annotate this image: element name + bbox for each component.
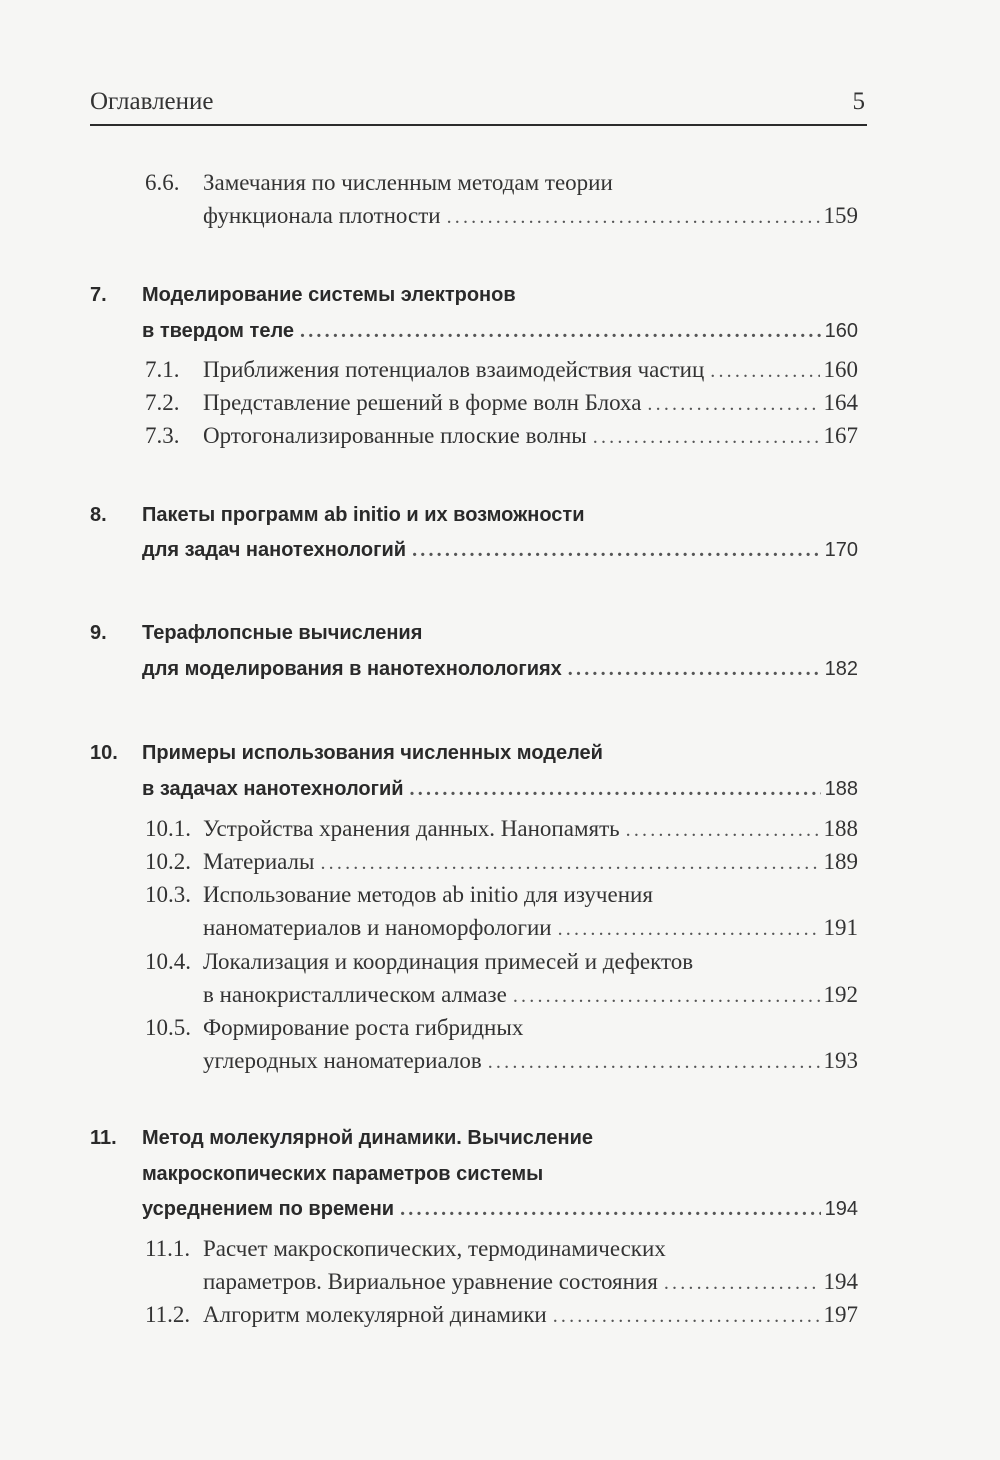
toc-entry-7-3[interactable] <box>145 423 858 457</box>
toc-entry-page: 170 <box>824 539 858 561</box>
toc-entry-text: Устройства хранения данных. Нанопамять <box>203 816 620 841</box>
toc-entry-number: 7.3. <box>145 423 180 448</box>
toc-entry-10-4-cont[interactable] <box>203 982 858 1016</box>
toc-entry-number: 7.1. <box>145 357 180 382</box>
leader-dots <box>568 658 821 681</box>
leader-dots <box>647 393 819 416</box>
toc-entry-text: макроскопических параметров системы <box>142 1163 544 1185</box>
leader-dots <box>593 426 820 449</box>
running-header <box>90 84 867 126</box>
toc-chapter-9-cont[interactable] <box>142 658 858 692</box>
leader-dots <box>447 206 820 229</box>
leader-dots <box>300 320 821 343</box>
toc-entry-text: Метод молекулярной динамики. Вычисление <box>142 1127 593 1149</box>
toc-entry-text: Ортогонализированные плоские волны <box>203 423 587 448</box>
page-number: 5 <box>852 88 865 115</box>
toc-entry-6-6[interactable] <box>145 170 613 204</box>
toc-entry-text: Представление решений в форме волн Блоха <box>203 390 642 415</box>
toc-entry-text: параметров. Вириальное уравнение состояния <box>203 1269 658 1294</box>
toc-entry-page: 197 <box>823 1302 858 1327</box>
toc-entry-page: 194 <box>824 1198 858 1220</box>
toc-entry-text: Формирование роста гибридных <box>203 1015 524 1040</box>
toc-entry-page: 189 <box>823 849 858 874</box>
toc-entry-number: 10.5. <box>145 1015 191 1040</box>
toc-entry-10-5[interactable] <box>145 1015 523 1049</box>
leader-dots <box>513 985 820 1008</box>
toc-entry-number: 10. <box>90 742 118 764</box>
toc-chapter-7[interactable] <box>90 284 516 318</box>
toc-chapter-11[interactable] <box>90 1127 593 1161</box>
toc-entry-text: Приближения потенциалов взаимодействия частиц <box>203 357 705 382</box>
toc-entry-page: 160 <box>824 320 858 342</box>
toc-entry-number: 6.6. <box>145 170 180 195</box>
toc-entry-10-1[interactable] <box>145 816 858 850</box>
toc-entry-number: 8. <box>90 504 107 526</box>
toc-entry-page: 188 <box>824 778 858 800</box>
toc-entry-10-2[interactable] <box>145 849 858 883</box>
leader-dots <box>710 360 819 383</box>
leader-dots <box>412 539 821 562</box>
toc-entry-11-1[interactable] <box>145 1236 666 1270</box>
toc-chapter-11-cont-2[interactable] <box>142 1198 858 1232</box>
toc-entry-number: 11. <box>90 1127 117 1149</box>
toc-entry-7-1[interactable] <box>145 357 858 391</box>
toc-entry-7-2[interactable] <box>145 390 858 424</box>
toc-entry-number: 9. <box>90 622 107 644</box>
toc-chapter-10[interactable] <box>90 742 603 776</box>
running-header-title: Оглавление <box>90 88 214 115</box>
toc-entry-text: функционала плотности <box>203 203 441 228</box>
toc-entry-text: углеродных наноматериалов <box>203 1048 482 1073</box>
leader-dots <box>626 819 820 842</box>
toc-entry-text: усреднением по времени <box>142 1198 395 1220</box>
toc-entry-number: 10.4. <box>145 949 191 974</box>
toc-entry-number: 11.2. <box>145 1302 191 1327</box>
toc-chapter-9[interactable] <box>90 622 422 656</box>
toc-entry-page: 193 <box>823 1048 858 1073</box>
toc-entry-page: 159 <box>823 203 858 228</box>
toc-chapter-7-cont[interactable] <box>142 320 858 354</box>
toc-entry-text: Алгоритм молекулярной динамики <box>203 1302 547 1327</box>
toc-entry-text: в нанокристаллическом алмазе <box>203 982 507 1007</box>
toc-entry-11-2[interactable] <box>145 1302 858 1336</box>
leader-dots <box>320 852 819 875</box>
toc-entry-text: для задач нанотехнологий <box>142 539 407 561</box>
toc-entry-page: 160 <box>823 357 858 382</box>
toc-entry-page: 182 <box>824 658 858 680</box>
toc-entry-10-4[interactable] <box>145 949 693 983</box>
toc-entry-text: для моделирования в нанотехнолологиях <box>142 658 562 680</box>
toc-entry-number: 10.2. <box>145 849 191 874</box>
toc-entry-page: 194 <box>823 1269 858 1294</box>
toc-entry-6-6-cont[interactable] <box>203 203 858 237</box>
toc-entry-text: Локализация и координация примесей и дефектов <box>203 949 694 974</box>
toc-entry-text: Примеры использования численных моделей <box>142 742 603 764</box>
leader-dots <box>664 1272 820 1295</box>
toc-entry-text: Пакеты программ ab initio и их возможности <box>142 504 585 526</box>
toc-entry-text: Моделирование системы электронов <box>142 284 516 306</box>
toc-chapter-10-cont[interactable] <box>142 778 858 812</box>
toc-entry-text: наноматериалов и наноморфологии <box>203 915 552 940</box>
toc-entry-text: в твердом теле <box>142 320 295 342</box>
leader-dots <box>553 1305 820 1328</box>
toc-entry-number: 10.1. <box>145 816 191 841</box>
toc-entry-text: Замечания по численным методам теории <box>203 170 613 195</box>
leader-dots <box>558 918 820 941</box>
toc-entry-page: 188 <box>823 816 858 841</box>
leader-dots <box>488 1051 820 1074</box>
toc-entry-number: 7. <box>90 284 107 306</box>
toc-entry-10-3-cont[interactable] <box>203 915 858 949</box>
toc-entry-text: Терафлопсные вычисления <box>142 622 423 644</box>
toc-chapter-8-cont[interactable] <box>142 539 858 573</box>
toc-chapter-8[interactable] <box>90 504 585 538</box>
leader-dots <box>410 778 821 801</box>
toc-entry-11-1-cont[interactable] <box>203 1269 858 1303</box>
toc-entry-text: Расчет макроскопических, термодинамических <box>203 1236 666 1261</box>
toc-chapter-11-cont-1[interactable] <box>142 1163 543 1197</box>
toc-entry-page: 191 <box>823 915 858 940</box>
toc-entry-text: в задачах нанотехнологий <box>142 778 404 800</box>
toc-entry-10-3[interactable] <box>145 882 653 916</box>
toc-entry-number: 11.1. <box>145 1236 191 1261</box>
toc-entry-text: Использование методов ab initio для изучения <box>203 882 653 907</box>
leader-dots <box>400 1198 821 1221</box>
toc-entry-page: 164 <box>823 390 858 415</box>
toc-entry-10-5-cont[interactable] <box>203 1048 858 1082</box>
toc-entry-number: 7.2. <box>145 390 180 415</box>
toc-entry-page: 192 <box>823 982 858 1007</box>
toc-entry-text: Материалы <box>203 849 315 874</box>
toc-entry-number: 10.3. <box>145 882 191 907</box>
toc-entry-page: 167 <box>823 423 858 448</box>
